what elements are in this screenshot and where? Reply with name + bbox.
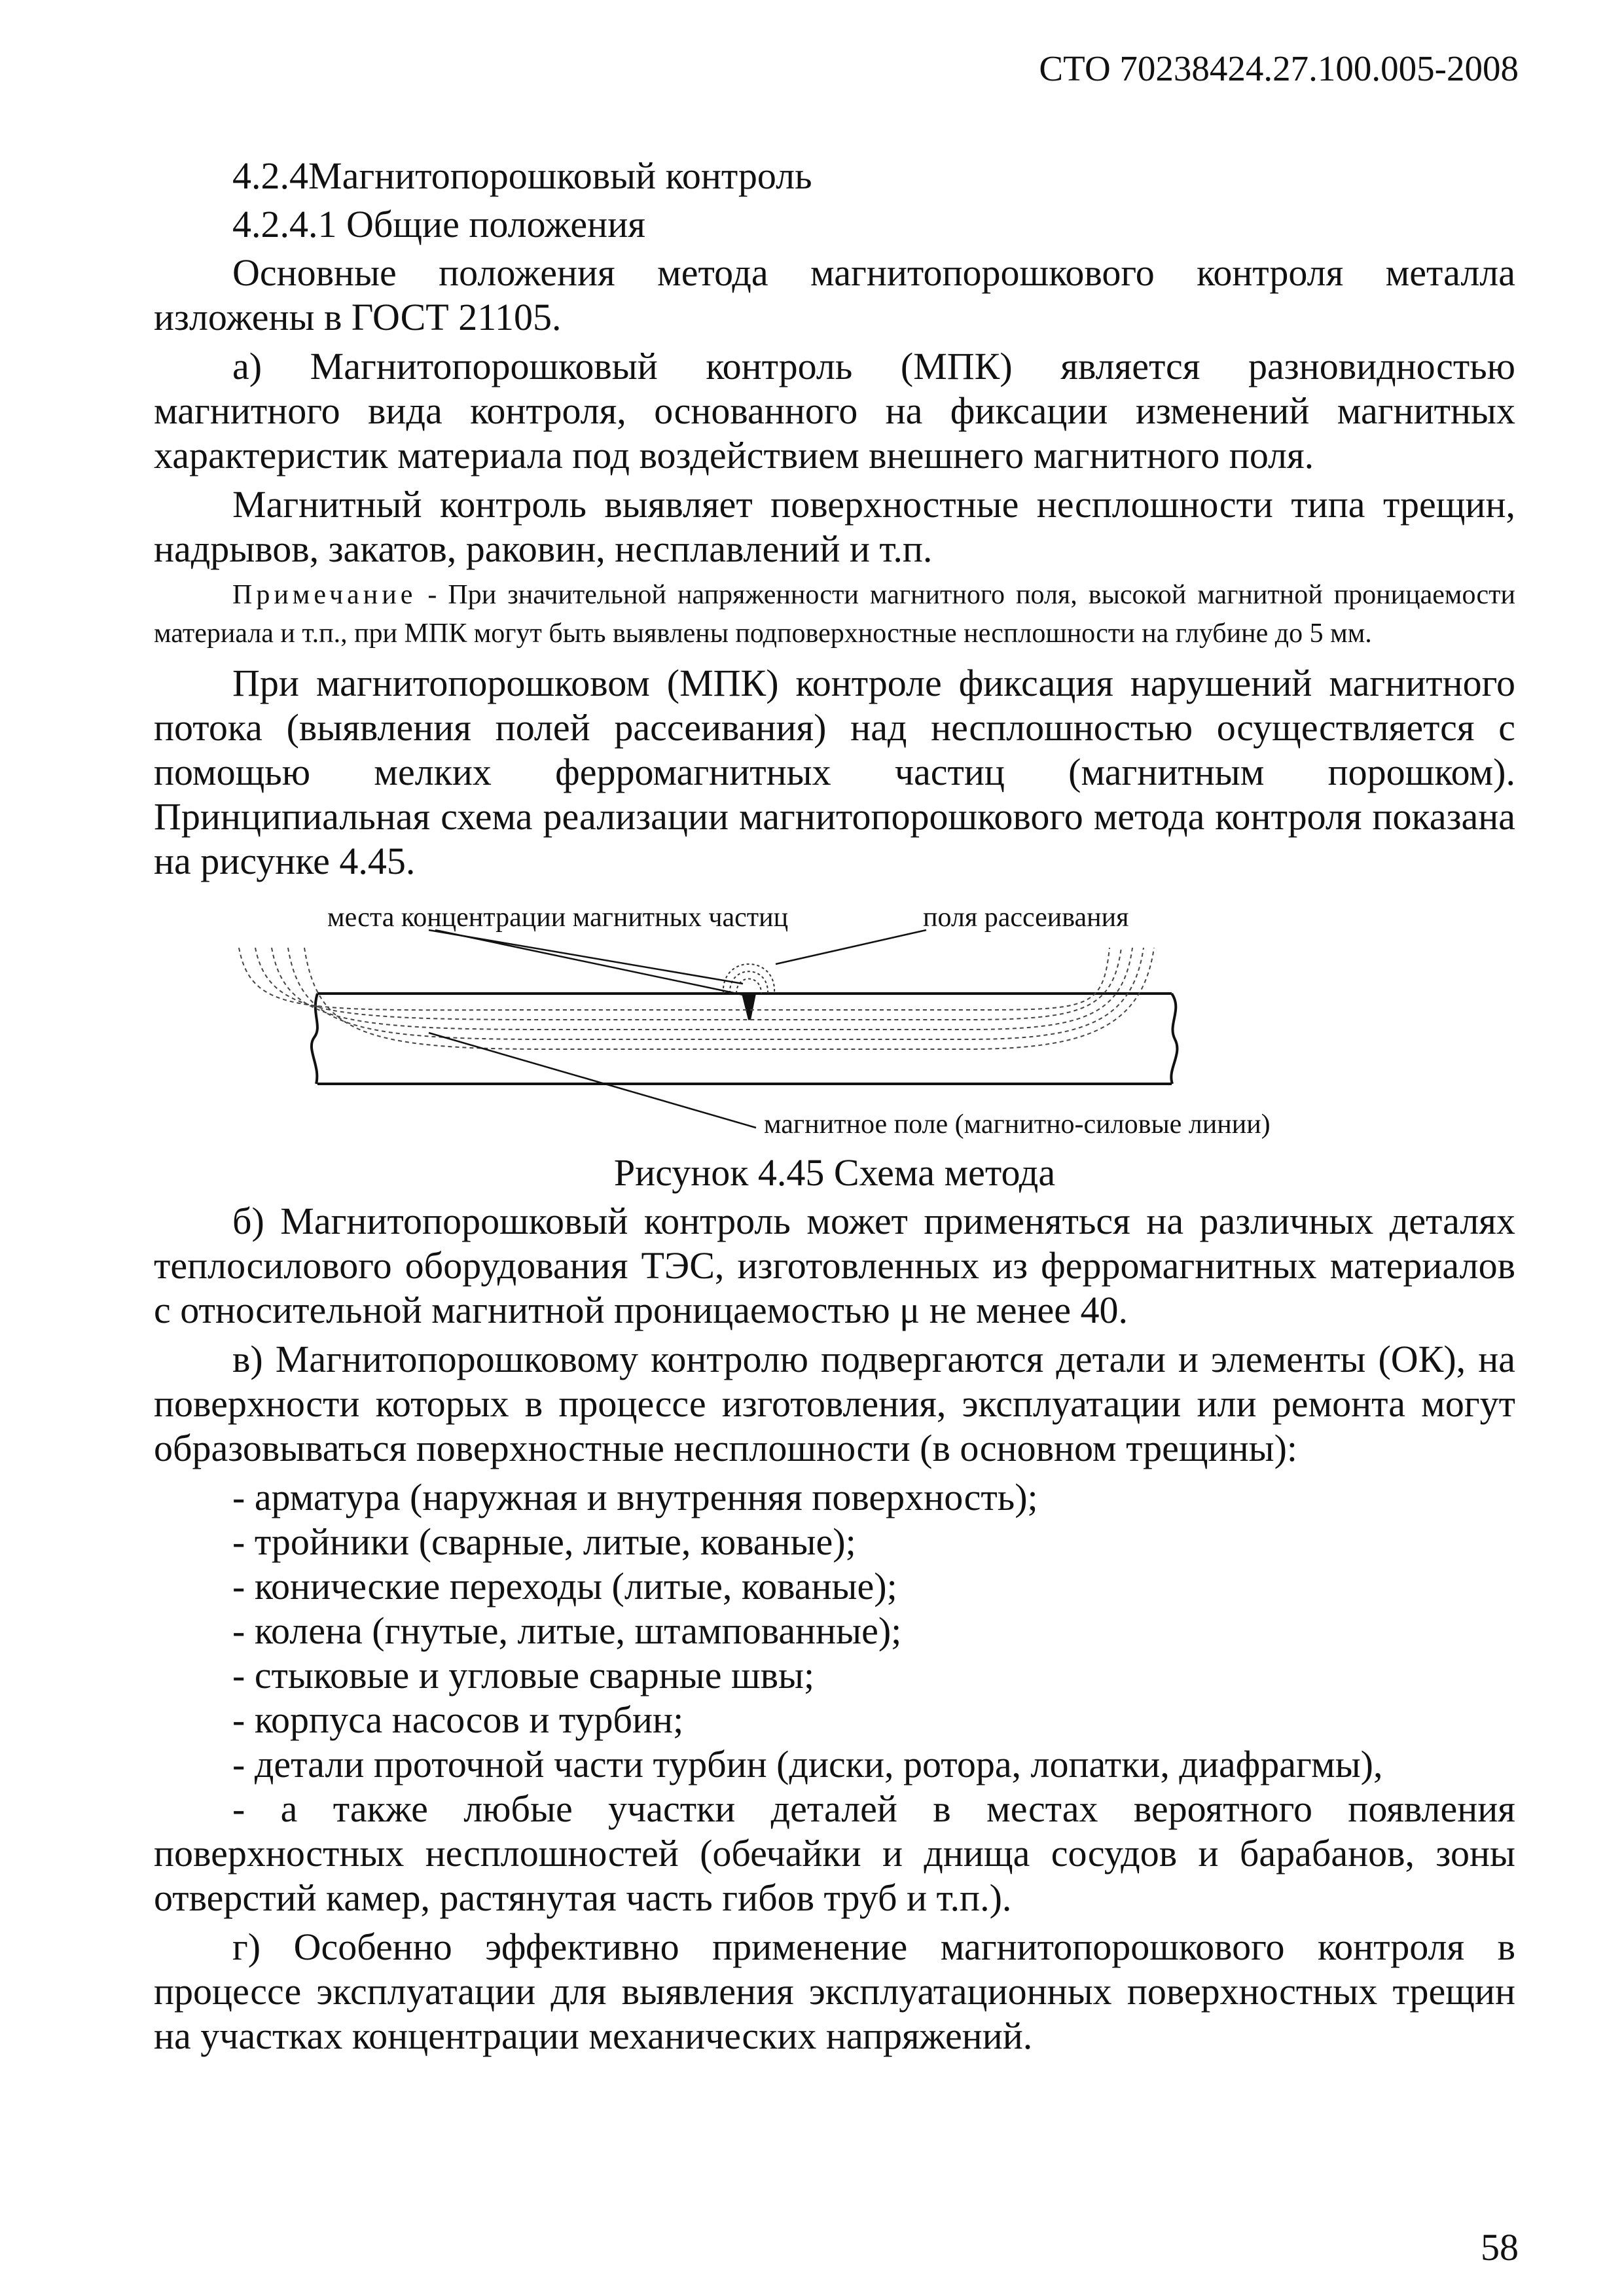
- paragraph-d: г) Особенно эффективно применение магнитопорошкового контроля в процессе эксплуатации для выявления эксплуатационных поверхностных трещин на участках концентрации механических напряжений.: [154, 1926, 1515, 2057]
- figure-method-scheme: [154, 886, 1515, 1151]
- page-content: [154, 154, 1515, 2063]
- paragraph-intro: Основные положения метода магнитопорошкового контроля металла изложены в ГОСТ 21105.: [154, 251, 1515, 338]
- note: [154, 576, 1515, 653]
- stray-field-lines: [723, 964, 774, 994]
- crack-defect: [743, 994, 755, 1020]
- paragraph-b: б) Магнитопорошковый контроль может применяться на различных деталях теплосилового оборудования ТЭС, изготовленных из ферромагнитных материалов с относительной магнитной проницаемостью μ не менее 40.: [154, 1200, 1515, 1331]
- label-particles: места концентрации магнитных частиц: [327, 903, 789, 933]
- list-item: - детали проточной части турбин (диски, ротора, лопатки, диафрагмы),: [232, 1743, 1383, 1785]
- defect-locations-list: [154, 1475, 1515, 1920]
- paragraph-c: в) Магнитопорошковому контролю подвергаются детали и элементы (ОК), на поверхности которых в процессе изготовления, эксплуатации или ремонта могут образовываться поверхностные несплошности (в основном трещины):: [154, 1338, 1515, 1469]
- list-item: - а также любые участки деталей в местах вероятного появления поверхностных несплошностей (обечайки и днища сосудов и барабанов, зоны отверстий камер, растянутая часть гибов труб и т.п.).: [154, 1787, 1515, 1919]
- paragraph-detect: Магнитный контроль выявляет поверхностные несплошности типа трещин, надрывов, закатов, раковин, несплавлений и т.п.: [154, 483, 1515, 570]
- list-item: - конические переходы (литые, кованые);: [232, 1565, 897, 1607]
- list-item: - арматура (наружная и внутренняя поверхность);: [232, 1476, 1038, 1518]
- section-title: 4.2.4Магнитопорошковый контроль: [232, 154, 812, 197]
- method-diagram: [154, 886, 1515, 1151]
- label-field-lines: магнитное поле (магнитно-силовые линии): [764, 1109, 1271, 1139]
- list-item: - корпуса насосов и турбин;: [232, 1698, 684, 1741]
- paragraph-a: а) Магнитопорошковый контроль (МПК) является разновидностью магнитного вида контроля, основанного на фиксации изменений магнитных характеристик материала под воздействием внешнего магнитного поля.: [154, 345, 1515, 476]
- list-item: - стыковые и угловые сварные швы;: [232, 1654, 815, 1696]
- list-item: - тройники (сварные, литые, кованые);: [232, 1520, 856, 1563]
- page-number: 58: [1481, 2226, 1519, 2269]
- note-text: - При значительной напряженности магнитного поля, высокой магнитной проницаемости материала и т.п., при МПК могут быть выявлены подповерхностные несплошности на глубине до 5 мм.: [154, 580, 1515, 649]
- label-fields: поля рассеивания: [923, 903, 1129, 933]
- list-item: - колена (гнутые, литые, штампованные);: [232, 1609, 902, 1652]
- document-code: СТО 70238424.27.100.005-2008: [1039, 48, 1519, 88]
- paragraph-principle: При магнитопорошковом (МПК) контроле фиксация нарушений магнитного потока (выявления полей рассеивания) над несплошностью осуществляется с помощью мелких ферромагнитных частиц (магнитным порошком). Принципиальная схема реализации магнитопорошкового метода контроля показана на рисунке 4.45.: [154, 662, 1515, 882]
- figure-caption: Рисунок 4.45 Схема метода: [613, 1151, 1056, 1194]
- magnetic-field-lines: [239, 948, 1154, 1049]
- note-label: Примечание: [232, 580, 417, 610]
- subsection-title: 4.2.4.1 Общие положения: [232, 203, 645, 245]
